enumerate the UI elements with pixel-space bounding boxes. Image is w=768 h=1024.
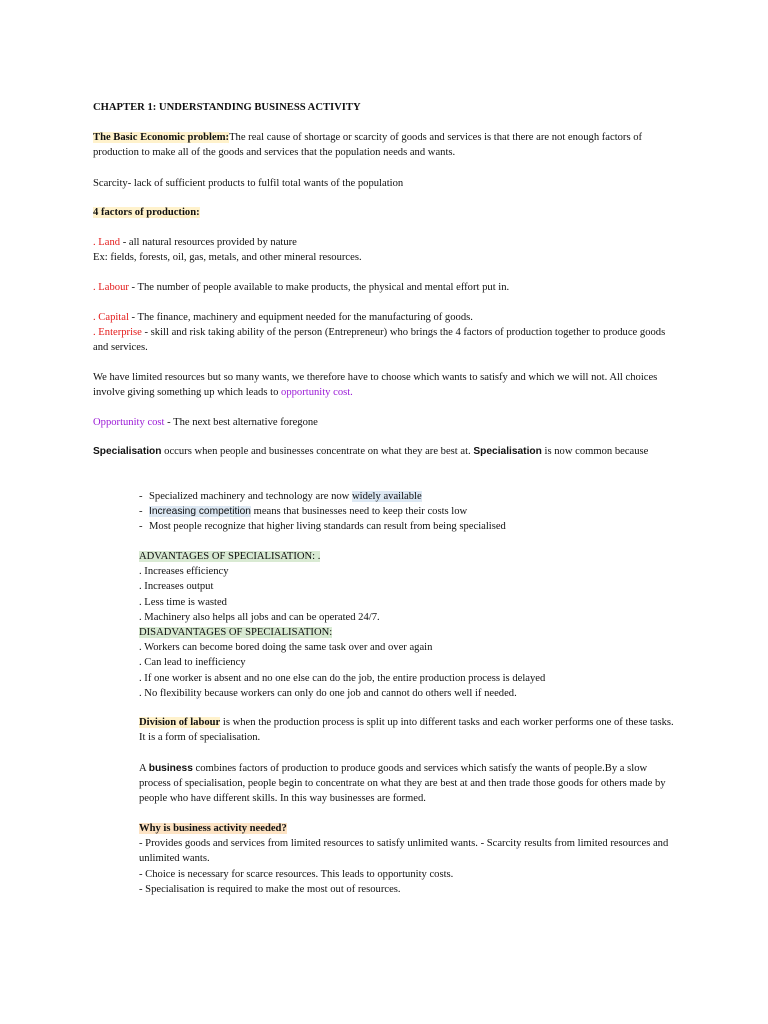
disadvantages-heading: DISADVANTAGES OF SPECIALISATION: [139,627,333,639]
factors-heading: 4 factors of production: [93,207,200,218]
land-text: - all natural resources provided by nature [120,237,297,248]
opportunity-text: - The next best alternative foregone [164,417,318,428]
business-term: business [148,763,193,774]
capital-term: . Capital [93,312,129,323]
labour-term: . Labour [93,282,129,293]
basic-economic-problem [93,130,683,160]
limited-text: We have limited resources but so many wants, we therefore have to choose which wants to satisfy and which we will not. All choices involve giving something up which leads to [93,372,658,399]
chapter-title: CHAPTER 1: UNDERSTANDING BUSINESS ACTIVITY [93,102,361,113]
advantages-heading: ADVANTAGES OF SPECIALISATION: . [139,551,321,562]
opportunity-cost-definition [93,415,683,430]
labour-text: - The number of people available to make products, the physical and mental effort put in. [128,282,510,293]
land-term: . Land [93,237,121,248]
list-item: - Provides goods and services from limited resources to satisfy unlimited wants. - Scarcity results from limited resources and unlimited wants. [139,838,669,865]
list-item: . Increases output [139,581,214,593]
list-item: . Machinery also helps all jobs and can be operated 24/7. [139,611,380,623]
basic-problem-text: The real cause of shortage or scarcity of goods and services is that there are not enough factors of production to make all of the goods and services that the population needs and wants. [93,132,643,159]
specialisation-term-2: Specialisation [473,446,542,457]
list-item: . Less time is wasted [139,596,227,608]
advantages-section [139,549,679,701]
list-item: . Can lead to inefficiency [139,657,246,669]
list-item: . Increases efficiency [139,566,229,578]
factors-heading-line [93,205,683,220]
basic-problem-term: The Basic Economic problem: [93,132,230,143]
capital-item [93,310,683,325]
opportunity-cost-link: opportunity cost. [281,387,353,399]
enterprise-item [93,325,683,355]
limited-resources-paragraph [93,370,683,400]
division-of-labour-paragraph [139,715,679,745]
list-item: . Workers can become bored doing the same task over and over again [139,642,433,654]
enterprise-text: - skill and risk taking ability of the person (Entrepreneur) who brings the 4 factors of production together to produce goods and services. [93,327,666,354]
specialisation-paragraph [93,444,683,459]
list-item: - Increasing competition means that businesses need to keep their costs low [139,506,468,518]
specialisation-text-2: is now common because [541,446,649,457]
scarcity-definition: Scarcity- lack of sufficient products to fulfil total wants of the population [93,178,404,189]
labour-item [93,280,683,295]
business-paragraph: A business combines factors of production to produce goods and services which satisfy the wants of people.By a slow process of specialisation, people begin to concentrate on what they are best at and then trade those goods for others made by people who have different skills. In this way businesses are formed. [139,763,666,805]
list-item: - Specialized machinery and technology are now widely available [139,491,422,502]
list-item: - Specialisation is required to make the most out of resources. [139,883,401,895]
why-heading: Why is business activity needed? [139,823,287,834]
division-term: Division of labour [139,717,221,728]
opportunity-term: Opportunity cost [93,417,165,428]
capital-text: - The finance, machinery and equipment needed for the manufacturing of goods. [128,312,473,323]
reasons-list [139,489,679,535]
list-item: . If one worker is absent and no one else can do the job, the entire production process is delayed [139,672,546,684]
land-example: Ex: fields, forests, oil, gas, metals, and other mineral resources. [93,252,362,264]
enterprise-term: . Enterprise [93,327,142,338]
specialisation-term-1: Specialisation [93,446,162,457]
list-item: . No flexibility because workers can only do one job and cannot do others well if needed. [139,687,517,699]
business-text: combines factors of production to produce goods and services which satisfy the wants of people.By a slow process of specialisation, people begin to concentrate on what they are best at and then trade those goods for others made by people who have different skills. In this way businesses are formed. [139,763,666,805]
why-business-section [139,821,679,897]
specialisation-text-1: occurs when people and businesses concentrate on what they are best at. [161,446,474,457]
list-item: - Most people recognize that higher living standards can result from being specialised [139,521,506,533]
list-item: - Choice is necessary for scarce resources. This leads to opportunity costs. [139,868,454,880]
land-item [93,235,683,265]
division-text: is when the production process is split up into different tasks and each worker performs one of these tasks. It is a form of specialisation. [139,717,674,744]
